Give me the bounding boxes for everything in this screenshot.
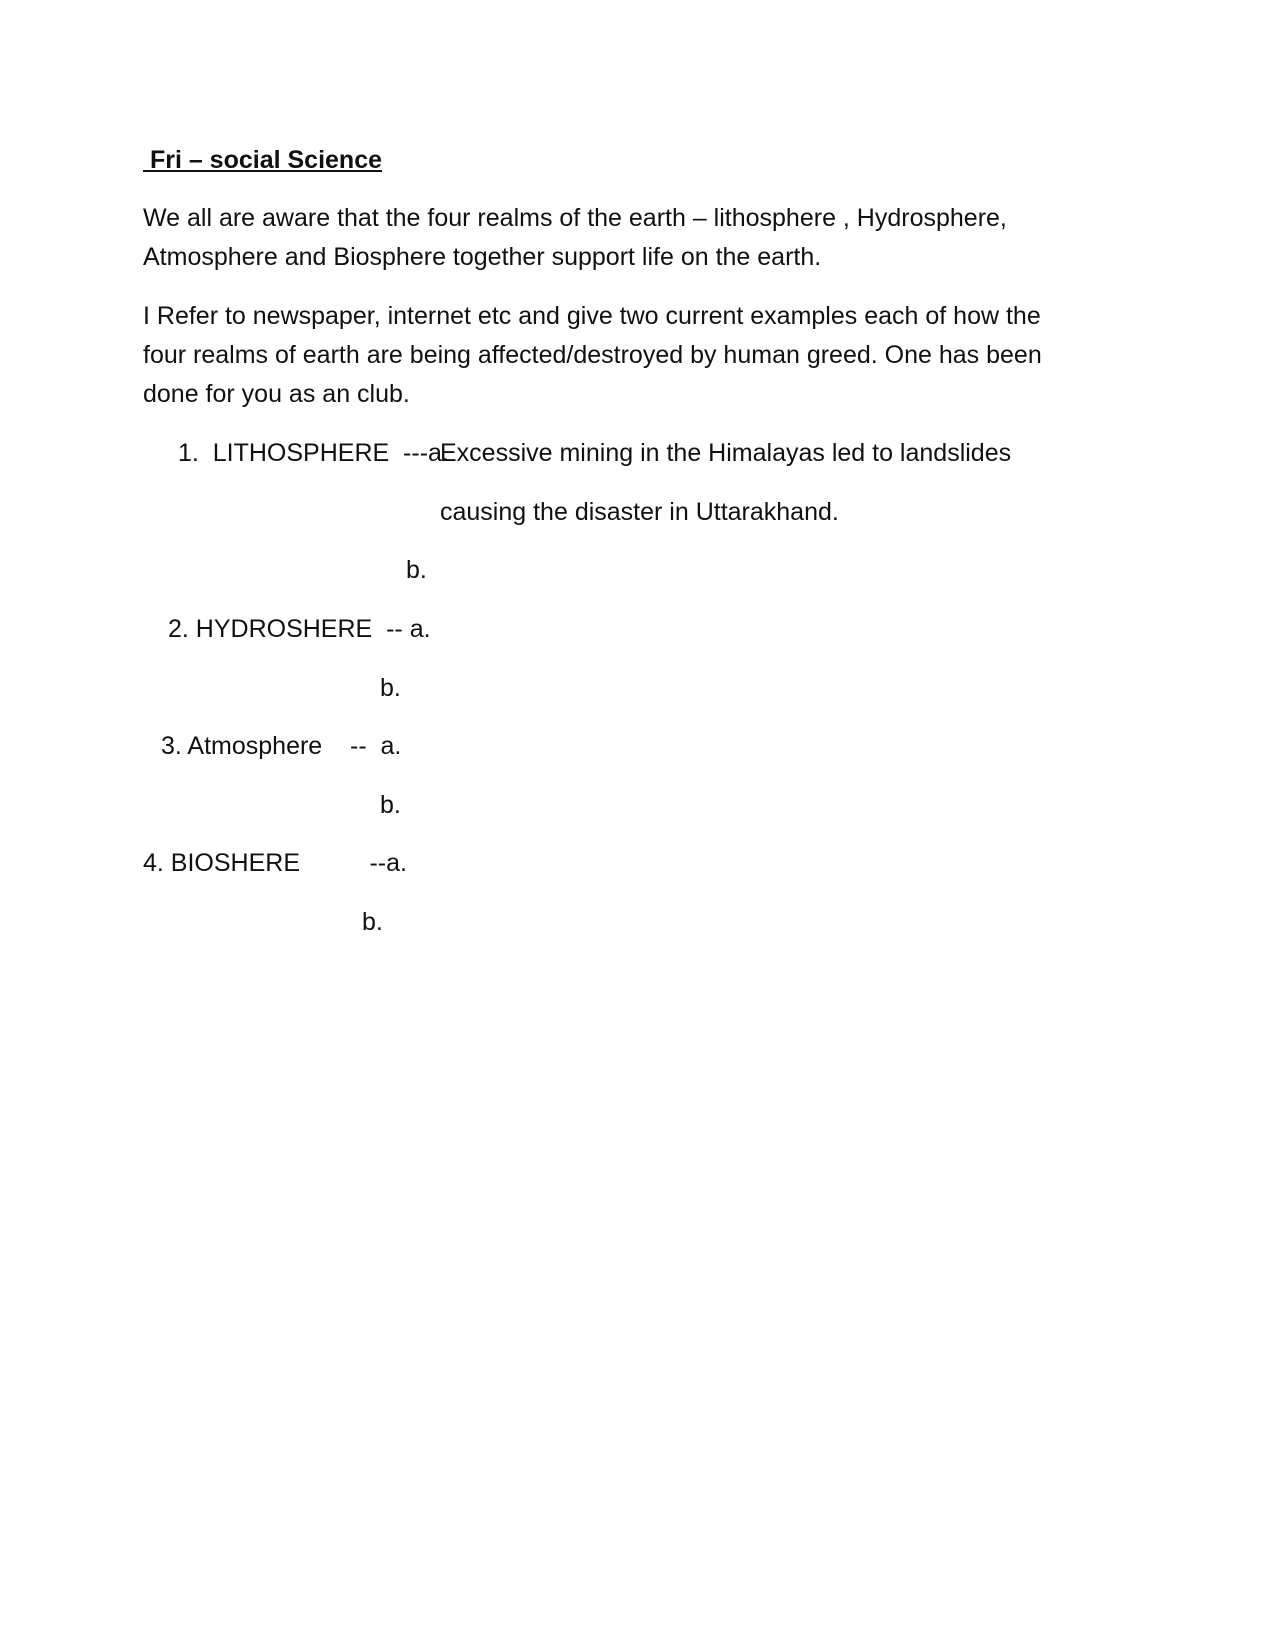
instructions-line-1: I Refer to newspaper, internet etc and give two current examples each of how the <box>143 302 1041 330</box>
item-lithosphere-a-text: Excessive mining in the Himalayas led to landslides <box>440 439 1012 467</box>
item-atmosphere-b: b. <box>380 791 401 819</box>
item-lithosphere-b: b. <box>406 556 427 584</box>
item-lithosphere-a-continuation: causing the disaster in Uttarakhand. <box>440 498 839 526</box>
item-biosphere-b: b. <box>362 908 383 936</box>
intro-line-1: We all are aware that the four realms of the earth – lithosphere , Hydrosphere, <box>143 204 1007 232</box>
intro-line-2: Atmosphere and Biosphere together support life on the earth. <box>143 243 822 271</box>
item-lithosphere-label: 1. LITHOSPHERE ---a. <box>178 439 449 467</box>
item-biosphere-label: 4. BIOSHERE --a. <box>143 849 407 877</box>
instructions-line-3: done for you as an club. <box>143 380 410 408</box>
item-atmosphere-label: 3. Atmosphere -- a. <box>161 732 402 760</box>
document-title: Fri – social Science <box>143 146 383 174</box>
item-hydrosphere-label: 2. HYDROSHERE -- a. <box>168 615 431 643</box>
item-hydrosphere-b: b. <box>380 674 401 702</box>
instructions-line-2: four realms of earth are being affected/destroyed by human greed. One has been <box>143 341 1042 369</box>
